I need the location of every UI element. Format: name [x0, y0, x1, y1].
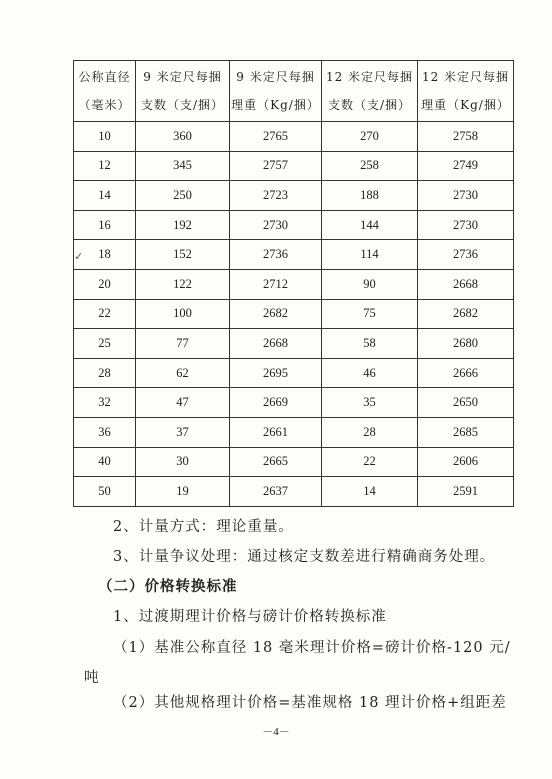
header-12m-count-line1: 12 米定尺每捆 — [325, 70, 414, 84]
table-cell: 2669 — [230, 388, 322, 418]
table-cell: 19 — [136, 477, 230, 507]
paragraph-dispute-handling: 3、计量争议处理：通过核定支数差进行精确商务处理。 — [113, 549, 496, 565]
table-row — [74, 210, 514, 240]
table-cell: 2668 — [418, 269, 514, 299]
table-cell: 270 — [322, 122, 418, 152]
section-heading-price-conversion: （二）价格转换标准 — [98, 578, 238, 595]
check-mark: ✓ — [74, 250, 84, 263]
table-cell: 114 — [322, 240, 418, 270]
table-cell: 2695 — [230, 358, 322, 388]
table-cell: 2730 — [418, 181, 514, 211]
table-cell: 2730 — [418, 210, 514, 240]
table-cell: 12 — [74, 151, 136, 181]
table-cell: 90 — [322, 269, 418, 299]
table-cell: 47 — [136, 388, 230, 418]
table-row — [74, 388, 514, 418]
header-9m-weight — [230, 61, 322, 122]
table-row — [74, 447, 514, 477]
table-cell: 2591 — [418, 477, 514, 507]
table-cell: 2749 — [418, 151, 514, 181]
table-cell: 360 — [136, 122, 230, 152]
header-9m-count-line1: 9 米定尺每捆 — [143, 70, 222, 84]
table-cell: 2685 — [418, 417, 514, 447]
table-cell: 2723 — [230, 181, 322, 211]
header-diameter-line2: （毫米） — [78, 98, 131, 112]
table-cell: 2757 — [230, 151, 322, 181]
table-cell: 28 — [74, 358, 136, 388]
table-cell: 122 — [136, 269, 230, 299]
table-cell: 37 — [136, 417, 230, 447]
header-12m-count — [322, 61, 418, 122]
header-diameter-line1: 公称直径 — [78, 70, 131, 84]
paragraph-base-price-line2: 吨 — [84, 670, 100, 686]
table-cell: 28 — [322, 417, 418, 447]
table-cell: 2606 — [418, 447, 514, 477]
header-9m-weight-line1: 9 米定尺每捆 — [236, 70, 315, 84]
table-cell: 25 — [74, 329, 136, 359]
table-cell: 46 — [322, 358, 418, 388]
table-cell: 50 — [74, 477, 136, 507]
table-cell: 14 — [322, 477, 418, 507]
table-cell: 10 — [74, 122, 136, 152]
table-cell: 62 — [136, 358, 230, 388]
table-cell: 2666 — [418, 358, 514, 388]
table-cell: 345 — [136, 151, 230, 181]
table-cell: 100 — [136, 299, 230, 329]
header-diameter — [74, 61, 136, 122]
table-cell: 2682 — [230, 299, 322, 329]
table-row — [74, 240, 514, 270]
table-cell: 2661 — [230, 417, 322, 447]
table-cell: 2680 — [418, 329, 514, 359]
header-12m-weight-line2: 理重（Kg/捆） — [421, 98, 510, 112]
header-12m-count-line2: 支数（支/捆） — [327, 98, 412, 112]
table-row — [74, 269, 514, 299]
table-cell: 16 — [74, 210, 136, 240]
table-cell: 2765 — [230, 122, 322, 152]
header-12m-weight — [418, 61, 514, 122]
table-cell: 192 — [136, 210, 230, 240]
table-row — [74, 358, 514, 388]
table-cell: 2758 — [418, 122, 514, 152]
table-cell: 32 — [74, 388, 136, 418]
table-cell: 58 — [322, 329, 418, 359]
header-9m-weight-line2: 理重（Kg/捆） — [231, 98, 320, 112]
table-cell: 40 — [74, 447, 136, 477]
table-cell: 2682 — [418, 299, 514, 329]
table-cell: 30 — [136, 447, 230, 477]
paragraph-base-price-line1: （1）基准公称直径 18 毫米理计价格=磅计价格-120 元/ — [113, 640, 511, 656]
table-cell: 152 — [136, 240, 230, 270]
paragraph-transition-conversion: 1、过渡期理计价格与磅计价格转换标准 — [113, 609, 387, 625]
table-cell: 75 — [322, 299, 418, 329]
table-row — [74, 299, 514, 329]
table-cell: 36 — [74, 417, 136, 447]
table-cell: 35 — [322, 388, 418, 418]
table-row — [74, 417, 514, 447]
table-cell: 20 — [74, 269, 136, 299]
page-number: －4－ — [262, 726, 290, 738]
table-header-row — [74, 61, 514, 122]
table-cell: 2650 — [418, 388, 514, 418]
table-row — [74, 477, 514, 507]
header-9m-count — [136, 61, 230, 122]
table-row — [74, 181, 514, 211]
paragraph-measurement-method: 2、计量方式：理论重量。 — [113, 519, 294, 535]
header-12m-weight-line1: 12 米定尺每捆 — [421, 70, 510, 84]
table-row — [74, 329, 514, 359]
table-cell: 18 — [74, 240, 136, 270]
table-cell: 2665 — [230, 447, 322, 477]
table-cell: 250 — [136, 181, 230, 211]
header-9m-count-line2: 支数（支/捆） — [140, 98, 225, 112]
table-cell: 2637 — [230, 477, 322, 507]
paragraph-other-spec-price: （2）其他规格理计价格=基准规格 18 理计价格+组距差 — [113, 695, 507, 711]
rebar-bundle-table — [73, 60, 514, 507]
table-cell: 77 — [136, 329, 230, 359]
table-body — [74, 122, 514, 507]
table-cell: 2730 — [230, 210, 322, 240]
table-cell: 2736 — [230, 240, 322, 270]
table-cell: 2736 — [418, 240, 514, 270]
table-cell: 144 — [322, 210, 418, 240]
table-cell: 188 — [322, 181, 418, 211]
table-row — [74, 151, 514, 181]
table-cell: 2712 — [230, 269, 322, 299]
table-cell: 14 — [74, 181, 136, 211]
table-cell: 258 — [322, 151, 418, 181]
table-cell: 22 — [322, 447, 418, 477]
table-row — [74, 122, 514, 152]
table-cell: 22 — [74, 299, 136, 329]
table-cell: 2668 — [230, 329, 322, 359]
